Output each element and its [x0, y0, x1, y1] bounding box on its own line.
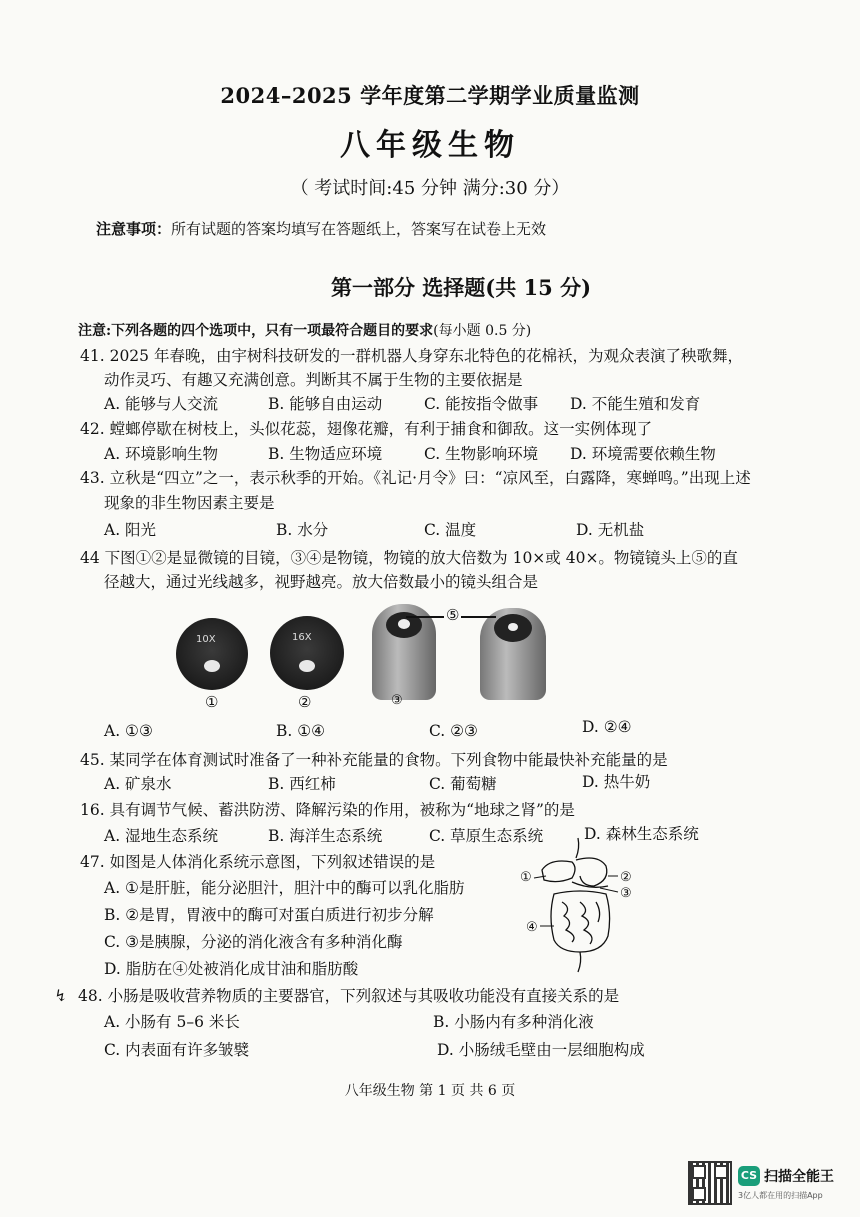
digestive-label-3: ③ — [620, 886, 632, 901]
q42-stem: 42. 螳螂停歇在树枝上，头似花蕊，翅像花瓣，有利于捕食和御敌。这一实例体现了 — [80, 420, 653, 438]
camscanner-logo-icon: CS — [738, 1166, 760, 1186]
q43-stem: 43. 立秋是“四立”之一，表示秋季的开始。《礼记·月令》曰：“凉风至，白露降，寒蝉鸣。”出现上述 — [80, 469, 751, 487]
q44-stem-2: 径越大，通过光线越多，视野越亮。放大倍数最小的镜头组合是 — [104, 573, 539, 591]
q48-option-d: D. 小肠绒毛壁由一层细胞构成 — [437, 1041, 645, 1059]
q47-option-b: B. ②是胃，胃液中的酶可对蛋白质进行初步分解 — [104, 906, 434, 924]
exam-title: 2024–2025 学年度第二学期学业质量监测 — [220, 83, 640, 108]
q48-option-a: A. 小肠有 5–6 米长 — [104, 1013, 240, 1031]
q41-option-d: D. 不能生殖和发育 — [570, 395, 701, 413]
instruction-note: (每小题 0.5 分) — [433, 323, 532, 339]
digestive-system-figure — [520, 836, 640, 976]
q47-option-c: C. ③是胰腺，分泌的消化液含有多种消化酶 — [104, 933, 403, 951]
q46-option-d: D. 森林生态系统 — [584, 825, 699, 843]
pen-mark-icon: ↯ — [54, 986, 68, 1005]
notice — [96, 218, 546, 239]
q43-option-a: A. 阳光 — [104, 521, 157, 539]
instruction-label: 注意:下列各题的四个选项中，只有一项最符合题目的要求 — [78, 323, 434, 339]
q46-option-b: B. 海洋生态系统 — [268, 827, 383, 845]
label-5: ⑤ — [446, 606, 460, 624]
section-instruction — [78, 320, 531, 340]
q41-stem: 41. 2025 年春晚，由宇树科技研发的一群机器人身穿东北特色的花棉袄，为观众表演了秧歌舞， — [80, 347, 743, 365]
q44-option-b: B. ①④ — [276, 722, 326, 740]
q44-option-d: D. ②④ — [582, 718, 632, 736]
q46-option-a: A. 湿地生态系统 — [104, 827, 219, 845]
q44-option-a: A. ①③ — [104, 722, 153, 740]
objective-lens-3 — [372, 604, 436, 700]
q48-option-b: B. 小肠内有多种消化液 — [433, 1013, 594, 1031]
objective-lens-4 — [480, 608, 546, 700]
watermark-tagline: 3亿人都在用的扫描App — [738, 1191, 823, 1200]
q43-stem-2: 现象的非生物因素主要是 — [104, 494, 275, 512]
q48-stem: 48. 小肠是吸收营养物质的主要器官，下列叙述与其吸收功能没有直接关系的是 — [78, 987, 620, 1005]
q45-stem: 45. 某同学在体育测试时准备了一种补充能量的食物。下列食物中能最快补充能量的是 — [80, 751, 668, 769]
q47-option-a: A. ①是肝脏，能分泌胆汁，胆汁中的酶可以乳化脂肪 — [104, 879, 465, 897]
qr-code-icon — [690, 1163, 730, 1203]
q41-option-b: B. 能够自由运动 — [268, 395, 383, 413]
q46-option-c: C. 草原生态系统 — [429, 827, 544, 845]
label-2: ② — [298, 693, 312, 711]
q44-option-c: C. ②③ — [429, 722, 478, 740]
eyepiece-16x: 16X — [270, 616, 344, 690]
q43-option-b: B. 水分 — [276, 521, 329, 539]
q45-option-d: D. 热牛奶 — [582, 773, 651, 791]
q41-option-c: C. 能按指令做事 — [424, 395, 539, 413]
microscope-lens-figure — [170, 602, 600, 712]
q42-option-b: B. 生物适应环境 — [268, 445, 383, 463]
digestive-label-1: ① — [520, 870, 532, 885]
digestive-system-diagram — [520, 836, 640, 976]
q43-option-c: C. 温度 — [424, 521, 477, 539]
q45-option-b: B. 西红柿 — [268, 775, 336, 793]
q41-stem-2: 动作灵巧、有趣又充满创意。判断其不属于生物的主要依据是 — [104, 371, 523, 389]
notice-text: 所有试题的答案均填写在答题纸上，答案写在试卷上无效 — [171, 220, 547, 238]
digestive-label-4: ④ — [526, 920, 538, 935]
q48-option-c: C. 内表面有许多皱襞 — [104, 1041, 250, 1059]
eyepiece-10x: 10X — [176, 618, 248, 690]
subject-title: 八年级生物 — [340, 128, 520, 163]
q45-option-a: A. 矿泉水 — [104, 775, 172, 793]
page-footer: 八年级生物 第 1 页 共 6 页 — [344, 1083, 516, 1099]
watermark-brand: 扫描全能王 — [764, 1169, 834, 1185]
label-3: ③ — [391, 693, 403, 708]
q47-option-d: D. 脂肪在④处被消化成甘油和脂肪酸 — [104, 960, 359, 978]
digestive-label-2: ② — [620, 870, 632, 885]
q47-stem: 47. 如图是人体消化系统示意图，下列叙述错误的是 — [80, 853, 436, 871]
q42-option-d: D. 环境需要依赖生物 — [570, 445, 716, 463]
section-title: 第一部分 选择题(共 15 分) — [330, 275, 592, 300]
q41-option-a: A. 能够与人交流 — [104, 395, 219, 413]
q42-option-a: A. 环境影响生物 — [104, 445, 219, 463]
q45-option-c: C. 葡萄糖 — [429, 775, 497, 793]
q43-option-d: D. 无机盐 — [576, 521, 645, 539]
exam-info: （ 考试时间:45 分钟 满分:30 分） — [290, 178, 570, 199]
q46-stem: 16. 具有调节气候、蓄洪防涝、降解污染的作用，被称为“地球之肾”的是 — [80, 801, 575, 819]
q44-stem: 44 下图①②是显微镜的目镜，③④是物镜，物镜的放大倍数为 10×或 40×。物镜镜头上⑤的直 — [80, 549, 738, 567]
q42-option-c: C. 生物影响环境 — [424, 445, 539, 463]
label-1: ① — [205, 693, 219, 711]
notice-label: 注意事项： — [96, 220, 172, 238]
